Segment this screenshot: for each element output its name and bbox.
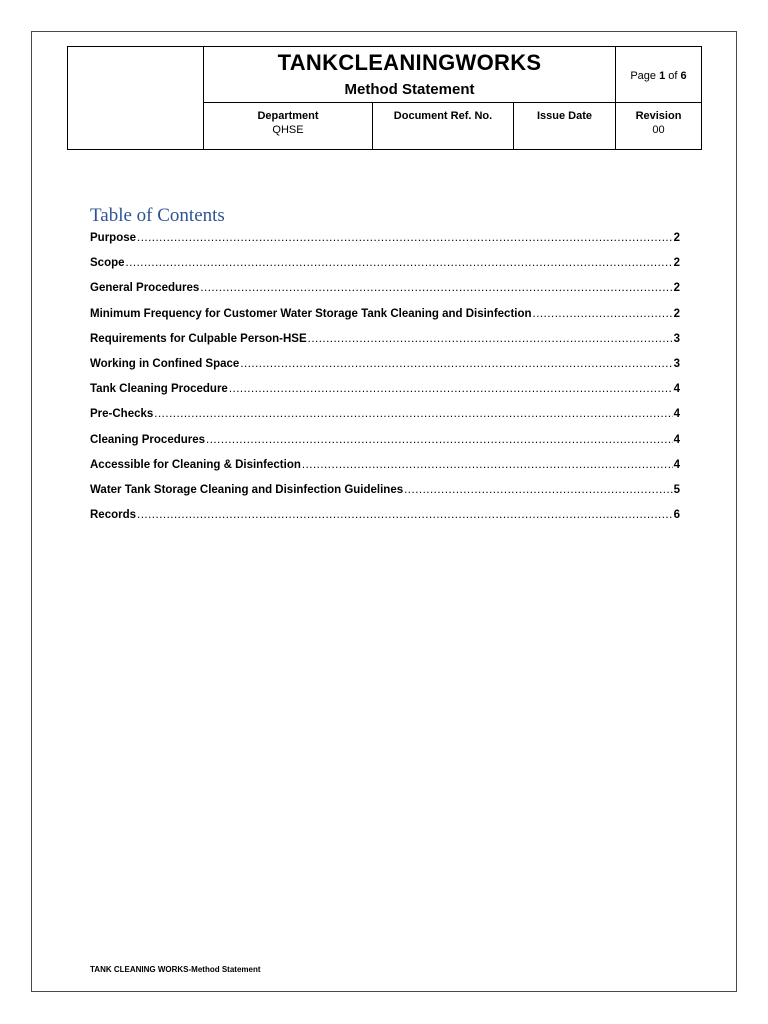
department-value: QHSE: [272, 124, 304, 136]
toc-item-confined-space[interactable]: [90, 358, 680, 383]
toc-item-page: 4: [673, 408, 680, 421]
toc-leader-dots: [137, 232, 673, 244]
toc-leader-dots: [302, 459, 673, 471]
page-number: Page 1 of 6: [630, 69, 687, 82]
toc-item-label: Accessible for Cleaning & Disinfection: [90, 458, 301, 471]
toc-item-page: 3: [673, 332, 680, 345]
toc-item-page: 5: [673, 483, 680, 496]
toc-leader-dots: [206, 434, 673, 446]
toc-item-page: 2: [673, 282, 680, 295]
toc-item-label: Tank Cleaning Procedure: [90, 383, 228, 396]
toc-leader-dots: [308, 333, 673, 345]
toc-item-purpose[interactable]: [90, 232, 680, 257]
logo-cell: [68, 47, 204, 150]
issue-date-label: Issue Date: [536, 110, 593, 122]
toc-item-page: 6: [673, 509, 680, 522]
toc-list: [90, 232, 680, 534]
toc-item-page: 4: [673, 433, 680, 446]
toc-item-page: 3: [673, 357, 680, 370]
department-label: Department: [257, 110, 319, 122]
toc-leader-dots: [533, 308, 673, 320]
issue-date-cell: [514, 103, 616, 150]
toc-item-label: Cleaning Procedures: [90, 433, 206, 446]
toc-leader-dots: [200, 282, 672, 294]
page-number-cell: [616, 47, 702, 103]
toc-item-pre-checks[interactable]: [90, 408, 680, 433]
page-footer: TANK CLEANING WORKS-Method Statement: [90, 965, 261, 974]
toc-leader-dots: [240, 358, 672, 370]
title-cell: [204, 47, 616, 103]
toc-item-label: Records: [90, 509, 137, 522]
document-header: [67, 46, 702, 150]
toc-item-label: General Procedures: [90, 282, 200, 295]
toc-item-label: Minimum Frequency for Customer Water Storage Tank Cleaning and Disinfection: [90, 307, 532, 320]
toc-item-records[interactable]: [90, 509, 680, 534]
document-title: TANKCLEANINGWORKS: [277, 50, 542, 75]
toc-leader-dots: [229, 383, 673, 395]
revision-cell: [616, 103, 702, 150]
toc-item-label: Purpose: [90, 232, 137, 244]
toc-item-page: 2: [673, 232, 680, 244]
toc-item-culpable-person[interactable]: [90, 333, 680, 358]
revision-value: 00: [652, 124, 665, 136]
toc-leader-dots: [137, 509, 673, 521]
toc-heading: Table of Contents: [90, 205, 225, 226]
toc-item-accessible-cleaning[interactable]: [90, 459, 680, 484]
toc-item-page: 4: [673, 383, 680, 396]
toc-item-general-procedures[interactable]: [90, 282, 680, 307]
toc-item-scope[interactable]: [90, 257, 680, 282]
toc-item-page: 2: [673, 307, 680, 320]
toc-item-page: 4: [673, 458, 680, 471]
document-ref-label: Document Ref. No.: [393, 110, 493, 122]
toc-item-label: Scope: [90, 257, 125, 270]
toc-item-minimum-frequency[interactable]: [90, 308, 680, 333]
toc-item-label: Water Tank Storage Cleaning and Disinfection Guidelines: [90, 483, 404, 496]
toc-item-label: Requirements for Culpable Person-HSE: [90, 332, 307, 345]
toc-item-label: Pre-Checks: [90, 408, 154, 421]
toc-leader-dots: [404, 484, 672, 496]
toc-leader-dots: [126, 257, 673, 269]
toc-item-tank-cleaning-procedure[interactable]: [90, 383, 680, 408]
department-cell: [204, 103, 373, 150]
toc-item-label: Working in Confined Space: [90, 357, 240, 370]
document-subtitle: Method Statement: [344, 81, 475, 98]
toc-item-cleaning-procedures[interactable]: [90, 434, 680, 459]
toc-item-page: 2: [673, 257, 680, 270]
document-ref-cell: [373, 103, 514, 150]
toc-item-storage-guidelines[interactable]: [90, 484, 680, 509]
toc-leader-dots: [154, 408, 672, 420]
revision-label: Revision: [635, 110, 682, 122]
